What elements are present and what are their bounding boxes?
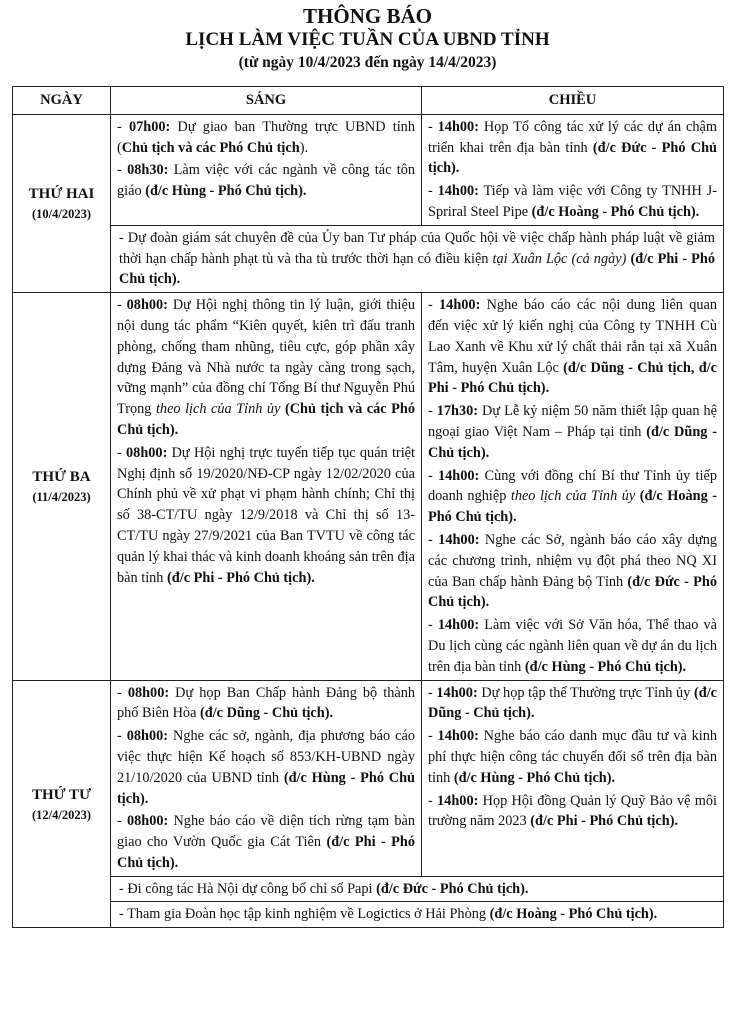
column-header-morning: SÁNG: [111, 87, 422, 115]
text-run: (đ/c Hùng - Phó Chủ tịch).: [117, 769, 415, 807]
text-run: (đ/c Dũng - Chủ tịch, đ/c Phi - Phó Chủ tịch).: [428, 359, 717, 397]
document-title: THÔNG BÁO: [303, 4, 432, 28]
text-run: (đ/c Hùng - Phó Chủ tịch).: [453, 769, 616, 786]
morning-cell: [111, 680, 422, 876]
text-run: 08h00:: [126, 813, 169, 830]
table-row: [13, 114, 724, 225]
table-row: [13, 902, 724, 928]
text-run: (đ/c Dũng - Chủ tịch).: [200, 705, 334, 722]
text-run: 14h00:: [437, 118, 479, 135]
schedule-item: - 07h00: Dự giao ban Thường trực UBND tỉnh (Chủ tịch và các Phó Chủ tịch).: [117, 118, 415, 156]
text-run: (đ/c Hoàng - Phó Chủ tịch).: [428, 488, 718, 526]
text-run: (đ/c Đức - Phó Chủ tịch).: [428, 139, 717, 177]
schedule-item: - 14h00: Cùng với đồng chí Bí thư Tỉnh ủy tiếp doanh nghiệp theo lịch của Tỉnh ủy (đ/c Hoàng - Phó Chủ tịch).: [428, 467, 718, 526]
schedule-item: - 14h00: Tiếp và làm việc với Công ty TNHH J-Spriral Steel Pipe (đ/c Hoàng - Phó Chủ tịch).: [428, 183, 717, 220]
document-subtitle: LỊCH LÀM VIỆC TUẦN CỦA UBND TỈNH: [185, 29, 550, 50]
text-run: 14h00:: [438, 531, 480, 548]
schedule-item: - 08h30: Làm việc với các ngành về công tác tôn giáo (đ/c Hùng - Phó Chủ tịch).: [117, 162, 415, 200]
text-run: 14h00:: [437, 792, 479, 809]
morning-cell: [111, 293, 422, 680]
day-date: (12/4/2023): [31, 807, 92, 822]
text-run: (đ/c Hoàng - Phó Chủ tịch).: [531, 203, 700, 220]
text-run: (đ/c Dũng - Chủ tịch).: [428, 684, 718, 722]
text-run: (đ/c Phi - Phó Chủ tịch).: [167, 569, 315, 586]
document-header: [0, 4, 735, 74]
text-run: 14h00:: [436, 684, 478, 701]
text-run: (đ/c Đức - Phó Chủ tịch).: [428, 573, 717, 611]
text-run: 14h00:: [437, 183, 479, 200]
text-run: Chủ tịch và các Phó Chủ tịch: [121, 139, 300, 156]
schedule-item: - 14h00: Nghe báo cáo các nội dung liên quan đến việc xử lý kiến nghị của Công ty TNHH Cù Lao Xanh về Khu xử lý chất thải rắn tại xã Xuân Tâm, huyện Xuân Lộc (đ/c Dũng - Chủ tịch, đ/c Phi - Phó Chủ tịch).: [428, 297, 717, 397]
schedule-body: [13, 114, 724, 927]
text-run: (đ/c Đức - Phó Chủ tịch).: [376, 880, 529, 897]
day-date: (11/4/2023): [32, 490, 91, 505]
text-run: (đ/c Hùng - Phó Chủ tịch).: [145, 183, 307, 200]
afternoon-cell: [422, 114, 724, 225]
schedule-item: - 14h00: Họp Hội đồng Quản lý Quỹ Bảo vệ môi trường năm 2023 (đ/c Phi - Phó Chủ tịch).: [428, 792, 717, 830]
schedule-item: - 08h00: Nghe báo cáo về diện tích rừng tạm bàn giao cho Vườn Quốc gia Cát Tiên (đ/c Phi - Phó Chủ tịch).: [117, 813, 415, 871]
text-run: theo lịch của Tỉnh ủy: [510, 488, 636, 505]
text-run: 14h00:: [437, 728, 479, 745]
table-row: [13, 680, 724, 876]
text-run: 08h00:: [126, 728, 169, 745]
day-cell: [13, 293, 111, 680]
text-run: 14h00:: [438, 467, 480, 484]
table-row: [13, 876, 724, 902]
schedule-item: - 14h00: Dự họp tập thể Thường trực Tỉnh ủy (đ/c Dũng - Chủ tịch).: [428, 684, 718, 722]
text-run: 08h00:: [126, 444, 168, 461]
text-run: 14h00:: [439, 297, 481, 314]
day-name: THỨ TƯ: [31, 786, 92, 803]
table-row: [13, 293, 724, 680]
table-row: [13, 225, 724, 292]
column-header-day: NGÀY: [13, 87, 111, 115]
schedule-item: - 14h00: Làm việc với Sở Văn hóa, Thể thao và Du lịch cùng các ngành liên quan về dự án du lịch trên địa bàn tỉnh (đ/c Hùng - Phó Chủ tịch).: [428, 617, 717, 675]
schedule-item: - 08h00: Dự họp Ban Chấp hành Đảng bộ thành phố Biên Hòa (đ/c Dũng - Chủ tịch).: [117, 684, 416, 722]
column-header-afternoon: CHIỀU: [422, 87, 724, 115]
text-run: 14h00:: [437, 617, 480, 634]
day-cell: [13, 680, 111, 928]
schedule-item: - Đi công tác Hà Nội dự công bố chỉ số Papi (đ/c Đức - Phó Chủ tịch).: [119, 880, 529, 897]
document-period: (từ ngày 10/4/2023 đến ngày 14/4/2023): [238, 54, 497, 71]
day-name: THỨ HAI: [28, 186, 95, 203]
schedule-item: - Dự đoàn giám sát chuyên đề của Ủy ban Tư pháp của Quốc hội về việc chấp hành pháp luật về giảm thời hạn chấp hành phạt tù và tha tù trước thời hạn có điều kiện tại Xuân Lộc (cả ngày) (đ/c Phi - Phó Chủ tịch).: [119, 229, 715, 288]
text-run: (đ/c Hoàng - Phó Chủ tịch).: [489, 906, 658, 923]
text-run: 07h00:: [128, 118, 171, 135]
text-run: 08h00:: [126, 297, 168, 314]
full-day-cell: [111, 225, 724, 292]
afternoon-cell: [422, 680, 724, 876]
text-run: 08h00:: [127, 684, 170, 701]
schedule-item: - 08h00: Nghe các sở, ngành, địa phương báo cáo việc thực hiện Kế hoạch số 853/KH-UBND ngày 21/10/2020 của UBND tỉnh (đ/c Hùng - Phó Chủ tịch).: [117, 728, 415, 807]
text-run: 08h30:: [127, 162, 169, 179]
schedule-item: - 14h00: Họp Tổ công tác xử lý các dự án chậm triển khai trên địa bàn tỉnh (đ/c Đức - Phó Chủ tịch).: [428, 118, 717, 177]
schedule-item: - 14h00: Nghe các Sở, ngành báo cáo xây dựng các chương trình, nhiệm vụ đột phá theo NQ XI của Ban chấp hành Đảng bộ Tỉnh (đ/c Đức - Phó Chủ tịch).: [428, 531, 717, 611]
morning-cell: [111, 114, 422, 225]
text-run: 17h30:: [436, 403, 479, 420]
schedule-item: - 08h00: Dự Hội nghị thông tin lý luận, giới thiệu nội dung tác phẩm “Kiên quyết, kiên trì đấu tranh phòng, chống tham nhũng, tiêu cực, góp phần xây dựng Đảng và Nhà nước ta ngày càng trong sạch, vững mạnh” của đồng chí Tổng Bí thư Nguyễn Phú Trọng theo lịch của Tỉnh ủy (Chủ tịch và các Phó Chủ tịch).: [117, 297, 415, 438]
text-run: theo lịch của Tỉnh ủy: [155, 401, 281, 418]
afternoon-cell: [422, 293, 724, 680]
schedule-item: - Tham gia Đoàn học tập kinh nghiệm về Logictics ở Hải Phòng (đ/c Hoàng - Phó Chủ tịch).: [119, 906, 658, 923]
schedule-table: [12, 86, 724, 928]
text-run: tại Xuân Lộc (cả ngày): [492, 250, 627, 267]
schedule-item: - 08h00: Dự Hội nghị trực tuyến tiếp tục quán triệt Nghị định số 19/2020/NĐ-CP ngày 12/02/2020 của Chính phủ về xử phạt vi phạm hành chính; Chỉ thị số 38-CT/TU ngày 12/9/2018 và Chỉ thị số 13-CT/TU ngày 27/9/2021 của Ban TVTU về công tác quản lý khai thác và kinh doanh khoáng sản trên địa bàn tỉnh (đ/c Phi - Phó Chủ tịch).: [117, 444, 415, 586]
full-day-cell: [111, 876, 724, 902]
text-run: (đ/c Phi - Phó Chủ tịch).: [117, 834, 415, 871]
schedule-item: - 14h00: Nghe báo cáo danh mục đầu tư và kinh phí thực hiện công tác chuyển đổi số trên địa bàn tỉnh (đ/c Hùng - Phó Chủ tịch).: [428, 728, 717, 786]
schedule-item: - 17h30: Dự Lễ kỷ niệm 50 năm thiết lập quan hệ ngoại giao Việt Nam – Pháp tại tỉnh (đ/c Dũng - Chủ tịch).: [428, 403, 717, 461]
text-run: (Chủ tịch và các Phó Chủ tịch).: [117, 401, 415, 438]
text-run: (đ/c Phi - Phó Chủ tịch).: [119, 250, 715, 288]
day-name: THỨ BA: [32, 469, 91, 486]
full-day-cell: [111, 902, 724, 928]
day-date: (10/4/2023): [31, 207, 92, 222]
text-run: (đ/c Phi - Phó Chủ tịch).: [530, 813, 679, 830]
day-cell: [13, 114, 111, 292]
table-header-row: [13, 87, 724, 115]
text-run: (đ/c Hùng - Phó Chủ tịch).: [524, 658, 687, 675]
text-run: (đ/c Dũng - Chủ tịch).: [428, 423, 717, 461]
